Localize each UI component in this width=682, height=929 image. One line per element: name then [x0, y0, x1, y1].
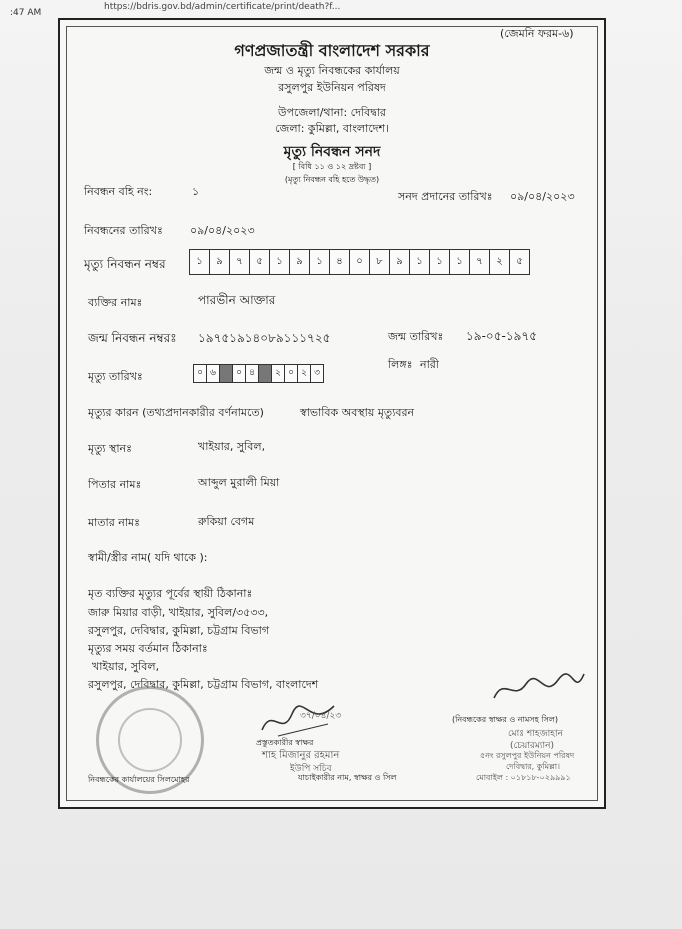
clock-text: :47 AM — [10, 8, 42, 18]
death-date-digit: ৩ — [310, 364, 324, 383]
mother-label: মাতার নামঃ — [88, 516, 141, 529]
reg-no-digit: ৯ — [289, 249, 310, 275]
secretary-name: শাহ মিজানুর রহমান — [262, 750, 340, 761]
office-title: জন্ম ও মৃত্যু নিবন্ধকের কার্যালয় — [264, 64, 400, 77]
birth-reg-label: জন্ম নিবন্ধন নম্বরঃ — [88, 331, 177, 345]
registrar-seal-label: (নিবন্ধকের স্বাক্ষর ও নামসহ সিল) — [452, 715, 558, 724]
book-no-value: ১ — [192, 185, 200, 198]
upazila-line: উপজেলা/থানা: দেবিদ্বার — [278, 106, 386, 119]
issue-date-label: সনদ প্রদানের তারিখঃ — [398, 190, 493, 203]
death-date-label: মৃত্যু তারিখঃ — [88, 370, 143, 383]
gender-label: লিঙ্গঃ — [388, 358, 413, 371]
death-date-digit: ২ — [271, 364, 285, 383]
union-title: রসুলপুর ইউনিয়ন পরিষদ — [278, 81, 386, 94]
book-no-label: নিবন্ধন বহি নং: — [84, 185, 153, 198]
registrar-signature — [488, 668, 588, 708]
reg-no-digit: ১ — [429, 249, 450, 275]
registrar-union: ৫নং রসুলপুর ইউনিয়ন পরিষদ — [480, 751, 575, 760]
reg-no-digit: ০ — [349, 249, 370, 275]
registrar-name: মোঃ শাহজাহান — [508, 729, 563, 739]
reg-no-digit: ১ — [309, 249, 330, 275]
url-text[interactable]: https://bdris.gov.bd/admin/certificate/print/death?f... — [104, 2, 341, 12]
registrar-phone: মোবাইল : ০১৮১৮-০২৯৯৯১ — [476, 773, 571, 782]
death-date-digit: - — [258, 364, 272, 383]
death-date-digit: ৬ — [206, 364, 220, 383]
reg-no-digit: ১ — [409, 249, 430, 275]
death-date-digit: - — [219, 364, 233, 383]
certificate-title: মৃত্যু নিবন্ধন সনদ — [283, 144, 381, 160]
father-value: আব্দুল মুরালী মিয়া — [198, 476, 280, 489]
place-value: খাইয়ার, সুবিল, — [198, 440, 266, 453]
cause-value: স্বাভাবিক অবস্থায় মৃত্যুবরন — [300, 406, 415, 419]
dob-value: ১৯-০৫-১৯৭৫ — [466, 329, 537, 343]
reg-no-label: মৃত্যু নিবন্ধন নম্বর — [84, 257, 166, 271]
reg-no-digit: ৫ — [249, 249, 270, 275]
registrar-title: (চেয়ারম্যান) — [510, 741, 554, 751]
cause-label: মৃত্যুর কারন (তথ্যপ্রদানকারীর বর্ণনামতে) — [88, 406, 264, 419]
rule-reference: [ বিধি ১১ ও ১২ দ্রষ্টব্য ] — [292, 162, 372, 171]
extract-note: (মৃত্যু নিবন্ধন বহি হতে উদ্ধৃত) — [284, 175, 380, 184]
current-address-line-1: খাইয়ার, সুবিল, — [92, 660, 160, 673]
death-date-digit: ০ — [284, 364, 298, 383]
secretary-title: ইউপি সচিব — [290, 764, 332, 774]
reg-no-digit-boxes — [190, 249, 530, 275]
reg-date-label: নিবন্ধনের তারিখঃ — [84, 224, 163, 237]
name-value: পারভীন আক্তার — [198, 293, 276, 307]
place-label: মৃত্যু স্থানঃ — [88, 442, 132, 455]
signature-date: ৩৭/০৪/২৩ — [300, 711, 342, 721]
issue-date-value: ০৯/০৪/২০২৩ — [510, 190, 575, 203]
union-seal-emblem — [118, 708, 182, 772]
death-date-digit: ০ — [193, 364, 207, 383]
current-address-label: মৃত্যুর সময় বর্তমান ঠিকানাঃ — [88, 642, 208, 655]
reg-no-digit: ২ — [489, 249, 510, 275]
reg-no-digit: ১ — [269, 249, 290, 275]
father-label: পিতার নামঃ — [88, 478, 142, 491]
birth-reg-value: ১৯৭৫১৯১৪০৮৯১১১৭২৫ — [198, 331, 331, 345]
spouse-label: স্বামী/স্ত্রীর নাম( যদি থাকে ): — [88, 551, 208, 564]
dob-label: জন্ম তারিখঃ — [388, 330, 444, 343]
reg-no-digit: ৭ — [469, 249, 490, 275]
death-date-digit: ০ — [232, 364, 246, 383]
prepared-by-label: প্রস্তুতকারীর স্বাক্ষর — [256, 738, 314, 747]
reg-no-digit: ৫ — [509, 249, 530, 275]
death-date-digit: ২ — [297, 364, 311, 383]
perm-address-line-1: জারু মিয়ার বাড়ী, খাইয়ার, সুবিল/৩৫৩৩, — [88, 606, 269, 619]
government-title: গণপ্রজাতন্ত্রী বাংলাদেশ সরকার — [234, 41, 430, 60]
district-line: জেলা: কুমিল্লা, বাংলাদেশ। — [275, 122, 389, 135]
mother-value: রুকিয়া বেগম — [198, 515, 255, 528]
registry-seal-label: নিবন্ধকের কার্যালয়ের সিলমোহর — [88, 775, 190, 784]
reg-no-digit: ৯ — [389, 249, 410, 275]
gender-value: নারী — [420, 358, 439, 371]
current-address-line-2: রসুলপুর, দেবিদ্বার, কুমিল্লা, চট্টগ্রাম বিভাগ, বাংলাদেশ — [88, 678, 319, 691]
reg-no-digit: ৪ — [329, 249, 350, 275]
form-number: (জেমনি ফরম-৬) — [500, 27, 574, 40]
reg-no-digit: ৭ — [229, 249, 250, 275]
verifier-label: যাচাইকারীর নাম, স্বাক্ষর ও সিল — [298, 773, 397, 782]
perm-address-line-2: রসুলপুর, দেবিদ্বার, কুমিল্লা, চট্টগ্রাম বিভাগ — [88, 624, 270, 637]
perm-address-label: মৃত ব্যক্তির মৃত্যুর পূর্বের স্থায়ী ঠিকানাঃ — [88, 587, 253, 600]
reg-no-digit: ৮ — [369, 249, 390, 275]
death-date-digit: ৪ — [245, 364, 259, 383]
registrar-place: দেবিদ্বার, কুমিল্লা। — [506, 762, 560, 771]
reg-date-value: ০৯/০৪/২০২৩ — [190, 224, 255, 237]
name-label: ব্যক্তির নামঃ — [88, 296, 143, 309]
death-date-boxes — [194, 364, 324, 383]
reg-no-digit: ১ — [449, 249, 470, 275]
reg-no-digit: ৯ — [209, 249, 230, 275]
reg-no-digit: ১ — [189, 249, 210, 275]
